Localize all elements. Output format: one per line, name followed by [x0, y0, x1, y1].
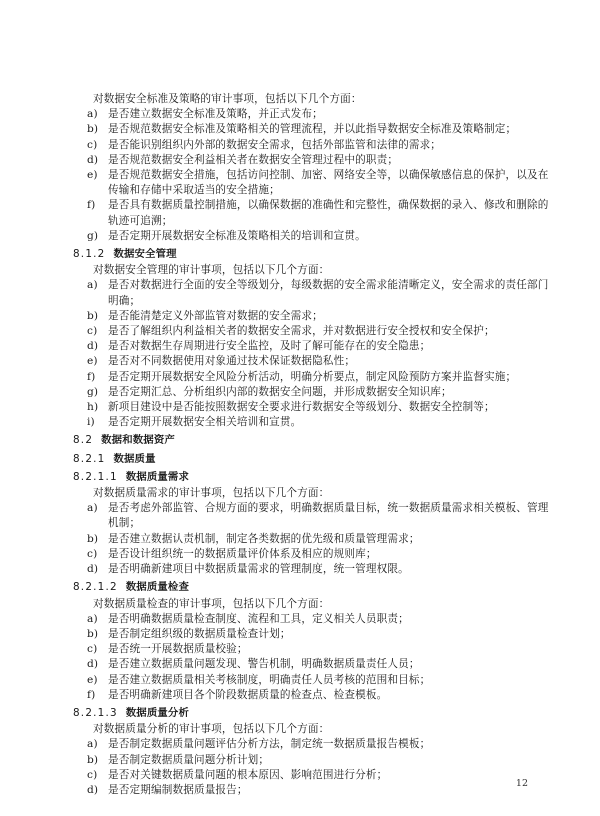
list-item-marker: i)	[87, 416, 95, 429]
list-item	[73, 612, 553, 627]
list-item	[73, 532, 553, 547]
list-item	[73, 324, 553, 339]
section-intro: 对数据质量分析的审计事项，包括以下几个方面：	[93, 723, 330, 736]
list-item-marker: a)	[87, 738, 98, 751]
list-item-text: 是否对关键数据质量问题的根本原因、影响范围进行分析；	[108, 768, 388, 781]
list-item-marker: d)	[87, 563, 99, 576]
list-item-marker: g)	[87, 385, 99, 398]
list-item	[73, 753, 553, 768]
list-item-text: 是否制定组织级的数据质量检查计划；	[108, 627, 291, 640]
section-intro: 对数据安全标准及策略的审计事项，包括以下几个方面：	[93, 93, 362, 105]
section-title: 数据质量分析	[125, 706, 190, 719]
list-item	[73, 122, 553, 137]
list-item-marker: c)	[87, 138, 98, 151]
list-item-continuation: 机制；	[108, 517, 141, 530]
list-item-text: 是否定期开展数据安全标准及策略相关的培训和宣贯。	[108, 229, 366, 242]
list-item	[73, 737, 553, 752]
list-item-marker: f)	[87, 688, 96, 701]
section-heading	[73, 580, 553, 595]
list-item-text: 是否制定数据质量问题分析计划；	[108, 753, 270, 766]
list-item-marker: b)	[87, 123, 99, 136]
section-title: 数据质量检查	[125, 581, 190, 594]
list-item	[73, 768, 553, 783]
section-title: 数据质量	[113, 452, 156, 465]
list-item-text: 是否明确数据质量检查制度、流程和工具，定义相关人员职责；	[108, 612, 409, 625]
list-item	[73, 278, 553, 293]
list-item-marker: d)	[87, 658, 99, 671]
section-intro: 对数据质量需求的审计事项，包括以下几个方面：	[93, 487, 330, 500]
section-heading	[73, 470, 553, 485]
section-number: 8.2.1	[73, 452, 106, 465]
list-item-marker: c)	[87, 768, 98, 781]
list-item	[73, 501, 553, 516]
list-item	[73, 309, 553, 324]
list-item-marker: f)	[87, 199, 96, 212]
list-item	[73, 400, 553, 415]
list-item-text: 是否明确新建项目各个阶段数据质量的检查点、检查模板。	[108, 688, 388, 701]
list-item-marker: e)	[87, 673, 98, 686]
list-item-marker: f)	[87, 370, 96, 383]
section-title: 数据质量需求	[125, 470, 190, 483]
list-item-text: 是否了解组织内利益相关者的数据安全需求，并对数据进行安全授权和安全保护；	[108, 325, 495, 338]
section-heading	[73, 706, 553, 721]
list-item-text: 是否制定数据质量问题评估分析方法，制定统一数据质量报告模板；	[108, 738, 431, 751]
section-number: 8.2.1.1	[73, 470, 118, 483]
list-item-text: 是否建立数据认责机制，制定各类数据的优先级和质量管理需求；	[108, 532, 420, 545]
list-item	[73, 339, 553, 354]
list-item-marker: c)	[87, 325, 98, 338]
list-item-text: 是否规范数据安全利益相关者在数据安全管理过程中的职责；	[108, 153, 399, 166]
list-item-text: 是否设计组织统一的数据质量评价体系及相应的规则库；	[108, 547, 377, 560]
list-item-text: 是否能识别组织内外部的数据安全需求，包括外部监管和法律的需求；	[108, 138, 442, 151]
section-number: 8.2.1.3	[73, 706, 118, 719]
list-item-marker: e)	[87, 355, 98, 368]
list-item-text: 是否建立数据安全标准及策略，并正式发布；	[108, 108, 323, 121]
list-item-marker: c)	[87, 547, 98, 560]
list-item-text: 新项目建设中是否能按照数据安全要求进行数据安全等级划分、数据安全控制等；	[108, 401, 495, 414]
list-item-marker: b)	[87, 627, 99, 640]
section-title: 数据和数据资产	[101, 434, 175, 447]
list-item-text: 是否建立数据质量问题发现、警告机制，明确数据质量责任人员；	[108, 658, 420, 671]
list-item	[73, 627, 553, 642]
list-item	[73, 783, 553, 798]
list-item-marker: b)	[87, 309, 99, 322]
list-item-marker: d)	[87, 153, 99, 166]
list-item-marker: a)	[87, 502, 98, 515]
list-item	[73, 168, 553, 183]
list-item-marker: d)	[87, 340, 99, 353]
list-item-marker: a)	[87, 108, 98, 121]
list-item	[73, 107, 553, 122]
list-item-text: 是否对数据生存周期进行安全监控，及时了解可能存在的安全隐患；	[108, 340, 431, 353]
list-item	[73, 673, 553, 688]
list-item-text: 是否定期开展数据安全相关培训和宣贯。	[108, 416, 302, 429]
page-content	[73, 92, 553, 798]
list-item-marker: g)	[87, 229, 99, 242]
list-item	[73, 642, 553, 657]
section-intro: 对数据安全管理的审计事项，包括以下几个方面：	[93, 264, 330, 277]
list-item	[73, 415, 553, 430]
section-heading	[73, 452, 553, 467]
list-item-marker: d)	[87, 783, 99, 796]
list-item-text: 是否定期汇总、分析组织内部的数据安全问题，并形成数据安全知识库；	[108, 385, 452, 398]
list-item	[73, 198, 553, 213]
list-item	[73, 385, 553, 400]
list-item	[73, 562, 553, 577]
list-item-text: 是否具有数据质量控制措施，以确保数据的准确性和完整性，确保数据的录入、修改和删除的	[108, 199, 549, 212]
list-item-text: 是否能清楚定义外部监管对数据的安全需求；	[108, 309, 323, 322]
list-item	[73, 229, 553, 244]
list-item-marker: b)	[87, 753, 99, 766]
list-item	[73, 153, 553, 168]
list-item-marker: h)	[87, 401, 99, 414]
list-item	[73, 657, 553, 672]
list-item-marker: b)	[87, 532, 99, 545]
page-number: 12	[515, 778, 528, 789]
list-item-marker: c)	[87, 643, 98, 656]
list-item	[73, 688, 553, 703]
list-item-text: 是否建立数据质量相关考核制度，明确责任人员考核的范围和目标；	[108, 673, 431, 686]
section-heading	[73, 433, 553, 448]
list-item	[73, 354, 553, 369]
list-item-text: 是否统一开展数据质量校验；	[108, 643, 248, 656]
section-title: 数据安全管理	[113, 248, 177, 261]
list-item-text: 是否定期开展数据安全风险分析活动，明确分析要点，制定风险预防方案并监督实施；	[108, 370, 517, 383]
list-item	[73, 547, 553, 562]
list-item	[73, 370, 553, 385]
section-heading	[73, 247, 553, 262]
list-item-text: 是否规范数据安全标准及策略相关的管理流程，并以此指导数据安全标准及策略制定；	[108, 123, 517, 136]
section-number: 8.2.1.2	[73, 581, 118, 594]
list-item-text: 是否对不同数据使用对象通过技术保证数据隐私性；	[108, 355, 356, 368]
list-item-marker: e)	[87, 169, 98, 182]
list-item-marker: a)	[87, 612, 98, 625]
list-item-marker: a)	[87, 279, 98, 292]
list-item-continuation: 轨迹可追溯；	[108, 214, 173, 227]
list-item-continuation: 明确；	[108, 294, 141, 307]
list-item	[73, 138, 553, 153]
list-item-text: 是否明确新建项目中数据质量需求的管理制度，统一管理权限。	[108, 563, 409, 576]
list-item-continuation: 传输和存储中采取适当的安全措施；	[108, 184, 280, 197]
list-item-text: 是否规范数据安全措施，包括访问控制、加密、网络安全等，以确保敏感信息的保护，以及在	[108, 169, 549, 182]
list-item-text: 是否定期编制数据质量报告；	[108, 783, 248, 796]
section-intro: 对数据质量检查的审计事项，包括以下几个方面：	[93, 597, 330, 610]
section-number: 8.1.2	[73, 248, 106, 261]
list-item-text: 是否考虑外部监管、合规方面的要求，明确数据质量目标，统一数据质量需求相关模板、管理	[108, 502, 549, 515]
list-item-text: 是否对数据进行全面的安全等级划分，每级数据的安全需求能清晰定义，安全需求的责任部门	[108, 279, 549, 292]
section-number: 8.2	[73, 434, 94, 447]
